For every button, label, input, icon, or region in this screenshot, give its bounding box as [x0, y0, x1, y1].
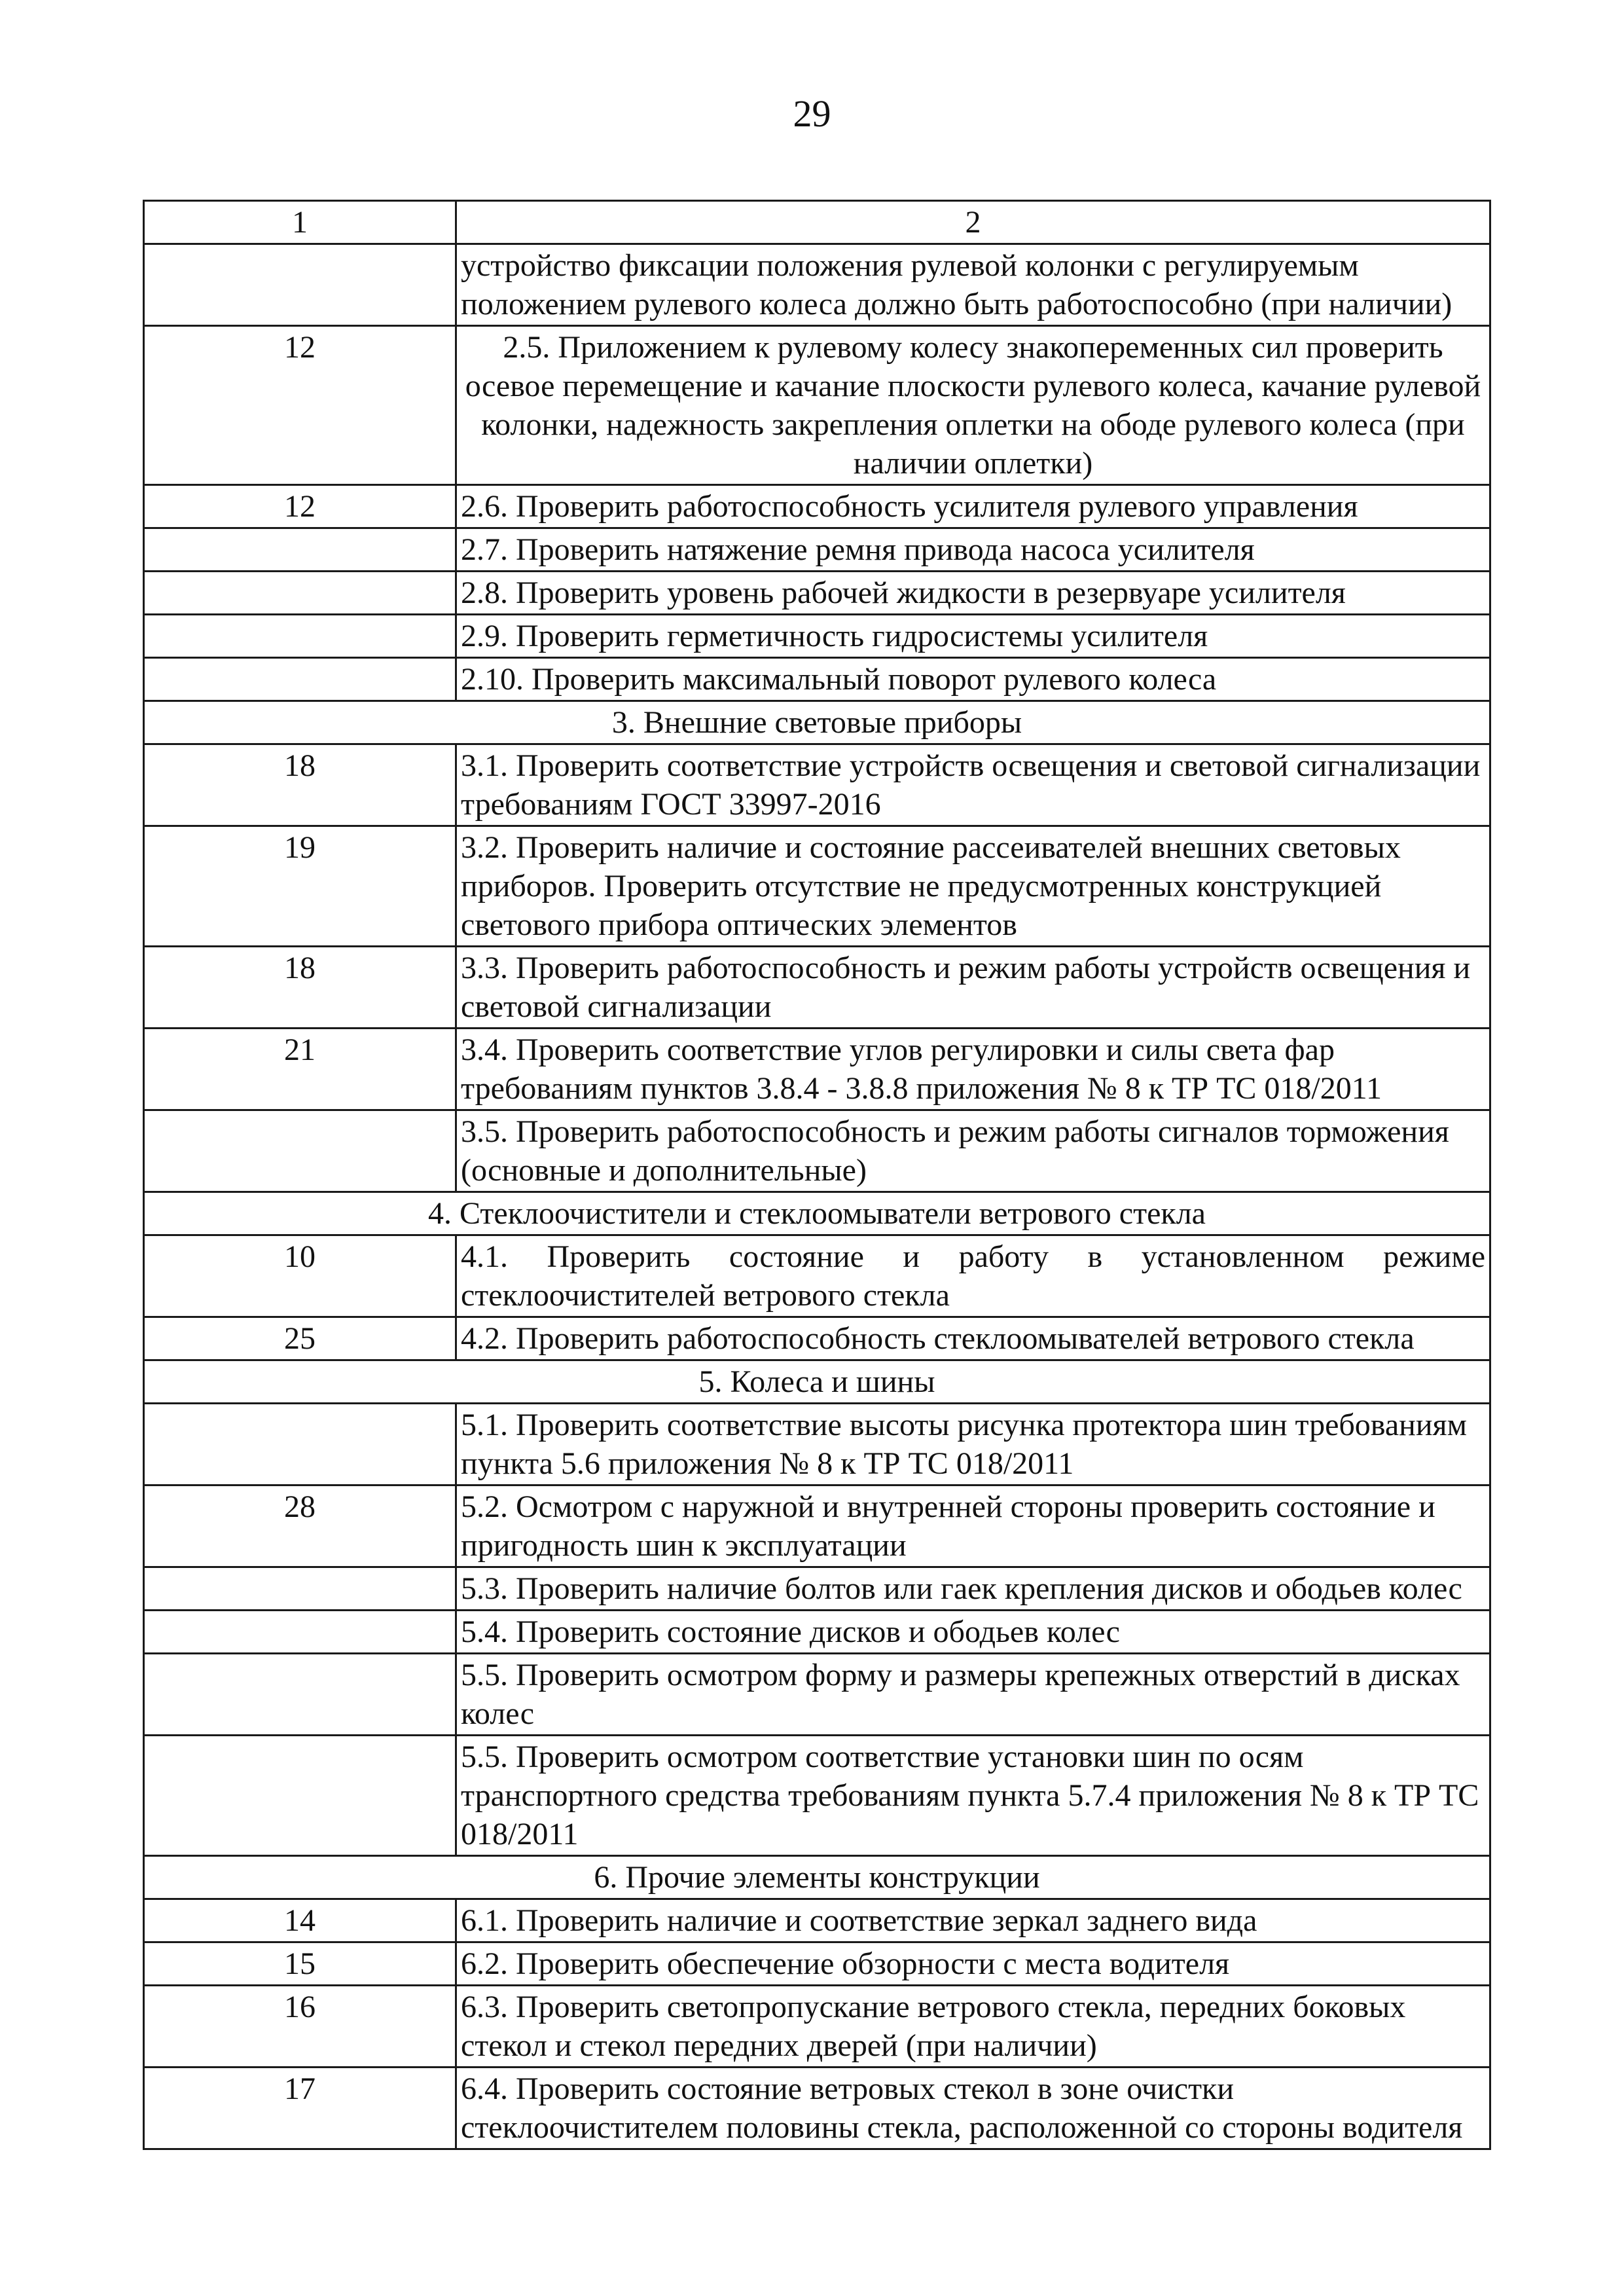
table-row: [144, 1029, 1490, 1110]
table-row: [144, 1611, 1490, 1654]
row-text-cell: 2.8. Проверить уровень рабочей жидкости в резервуаре усилителя: [456, 572, 1490, 615]
table-row: [144, 1404, 1490, 1485]
row-number-cell: 28: [144, 1485, 456, 1567]
row-text-cell: 3.1. Проверить соответствие устройств освещения и световой сигнализации требованиям ГОСТ 33997-2016: [456, 744, 1490, 826]
row-text-cell: 4.2. Проверить работоспособность стеклоомывателей ветрового стекла: [456, 1317, 1490, 1360]
row-text-cell: 5.1. Проверить соответствие высоты рисунка протектора шин требованиям пункта 5.6 приложения № 8 к ТР ТС 018/2011: [456, 1404, 1490, 1485]
header-col-1: 1: [144, 201, 456, 244]
section-title: 3. Внешние световые приборы: [144, 701, 1490, 744]
row-text-cell: 3.5. Проверить работоспособность и режим работы сигналов торможения (основные и дополнительные): [456, 1110, 1490, 1192]
row-number-cell: [144, 244, 456, 326]
row-text-cell: 3.2. Проверить наличие и состояние рассеивателей внешних световых приборов. Проверить отсутствие не предусмотренных конструкцией светового прибора оптических элементов: [456, 826, 1490, 947]
section-title: 4. Стеклоочистители и стеклоомыватели ветрового стекла: [144, 1192, 1490, 1235]
row-text-cell: 5.5. Проверить осмотром форму и размеры крепежных отверстий в дисках колес: [456, 1654, 1490, 1736]
row-text-cell: 2.9. Проверить герметичность гидросистемы усилителя: [456, 615, 1490, 658]
row-number-cell: [144, 658, 456, 701]
table-row: [144, 1942, 1490, 1986]
row-text-cell: устройство фиксации положения рулевой колонки с регулируемым положением рулевого колеса должно быть работоспособно (при наличии): [456, 244, 1490, 326]
table-row: [144, 947, 1490, 1029]
table-row: [144, 615, 1490, 658]
row-number-cell: 16: [144, 1986, 456, 2068]
table-row: [144, 1485, 1490, 1567]
table-row: [144, 1110, 1490, 1192]
table-header-row: [144, 201, 1490, 244]
row-number-cell: [144, 615, 456, 658]
table-body: [144, 201, 1490, 2149]
row-text-cell: 3.3. Проверить работоспособность и режим работы устройств освещения и световой сигнализации: [456, 947, 1490, 1029]
section-header-row: [144, 1192, 1490, 1235]
table-row: [144, 1654, 1490, 1736]
row-text-cell: 5.4. Проверить состояние дисков и ободьев колес: [456, 1611, 1490, 1654]
table-row: [144, 744, 1490, 826]
row-number-cell: 10: [144, 1235, 456, 1317]
row-number-cell: 25: [144, 1317, 456, 1360]
section-header-row: [144, 1856, 1490, 1899]
section-header-row: [144, 1360, 1490, 1404]
row-text-cell: 6.3. Проверить светопропускание ветрового стекла, передних боковых стекол и стекол передних дверей (при наличии): [456, 1986, 1490, 2068]
table-row: [144, 826, 1490, 947]
row-text-cell: 6.1. Проверить наличие и соответствие зеркал заднего вида: [456, 1899, 1490, 1942]
row-number-cell: [144, 528, 456, 572]
table-row: [144, 2068, 1490, 2149]
row-number-cell: 19: [144, 826, 456, 947]
table-row: [144, 658, 1490, 701]
row-number-cell: [144, 1611, 456, 1654]
row-number-cell: 18: [144, 947, 456, 1029]
table-row: [144, 528, 1490, 572]
section-header-row: [144, 701, 1490, 744]
row-number-cell: 12: [144, 326, 456, 485]
inspection-table: [143, 200, 1491, 2150]
row-number-cell: [144, 1404, 456, 1485]
table-row: [144, 572, 1490, 615]
table-row: [144, 1986, 1490, 2068]
row-text-cell: 6.4. Проверить состояние ветровых стекол в зоне очистки стеклоочистителем половины стекла, расположенной со стороны водителя: [456, 2068, 1490, 2149]
row-number-cell: [144, 1736, 456, 1856]
row-text-cell: 3.4. Проверить соответствие углов регулировки и силы света фар требованиям пунктов 3.8.4 - 3.8.8 приложения № 8 к ТР ТС 018/2011: [456, 1029, 1490, 1110]
page-number: 29: [793, 92, 831, 135]
row-number-cell: 12: [144, 485, 456, 528]
row-number-cell: 15: [144, 1942, 456, 1986]
row-text-cell: 2.10. Проверить максимальный поворот рулевого колеса: [456, 658, 1490, 701]
row-text-cell: 4.1. Проверить состояние и работу в установленном режиме стеклоочистителей ветрового стекла: [456, 1235, 1490, 1317]
table-row: [144, 1317, 1490, 1360]
row-text-cell: 5.5. Проверить осмотром соответствие установки шин по осям транспортного средства требованиям пункта 5.7.4 приложения № 8 к ТР ТС 018/2011: [456, 1736, 1490, 1856]
table-row: [144, 244, 1490, 326]
row-text-cell: 5.2. Осмотром с наружной и внутренней стороны проверить состояние и пригодность шин к эксплуатации: [456, 1485, 1490, 1567]
row-text-cell: 2.6. Проверить работоспособность усилителя рулевого управления: [456, 485, 1490, 528]
row-number-cell: [144, 572, 456, 615]
table-row: [144, 1567, 1490, 1611]
row-text-cell: 2.5. Приложением к рулевому колесу знакопеременных сил проверить осевое перемещение и качание плоскости рулевого колеса, качание рулевой колонки, надежность закрепления оплетки на ободе рулевого колеса (при наличии оплетки): [456, 326, 1490, 485]
row-number-cell: 14: [144, 1899, 456, 1942]
table-row: [144, 485, 1490, 528]
row-text-cell: 5.3. Проверить наличие болтов или гаек крепления дисков и ободьев колес: [456, 1567, 1490, 1611]
header-col-2: 2: [456, 201, 1490, 244]
table-row: [144, 326, 1490, 485]
row-text-cell: 6.2. Проверить обеспечение обзорности с места водителя: [456, 1942, 1490, 1986]
row-number-cell: 18: [144, 744, 456, 826]
row-text-cell: 2.7. Проверить натяжение ремня привода насоса усилителя: [456, 528, 1490, 572]
row-number-cell: [144, 1567, 456, 1611]
table-row: [144, 1736, 1490, 1856]
section-title: 5. Колеса и шины: [144, 1360, 1490, 1404]
table-row: [144, 1235, 1490, 1317]
row-number-cell: [144, 1110, 456, 1192]
row-number-cell: 17: [144, 2068, 456, 2149]
table-row: [144, 1899, 1490, 1942]
row-number-cell: [144, 1654, 456, 1736]
section-title: 6. Прочие элементы конструкции: [144, 1856, 1490, 1899]
row-number-cell: 21: [144, 1029, 456, 1110]
